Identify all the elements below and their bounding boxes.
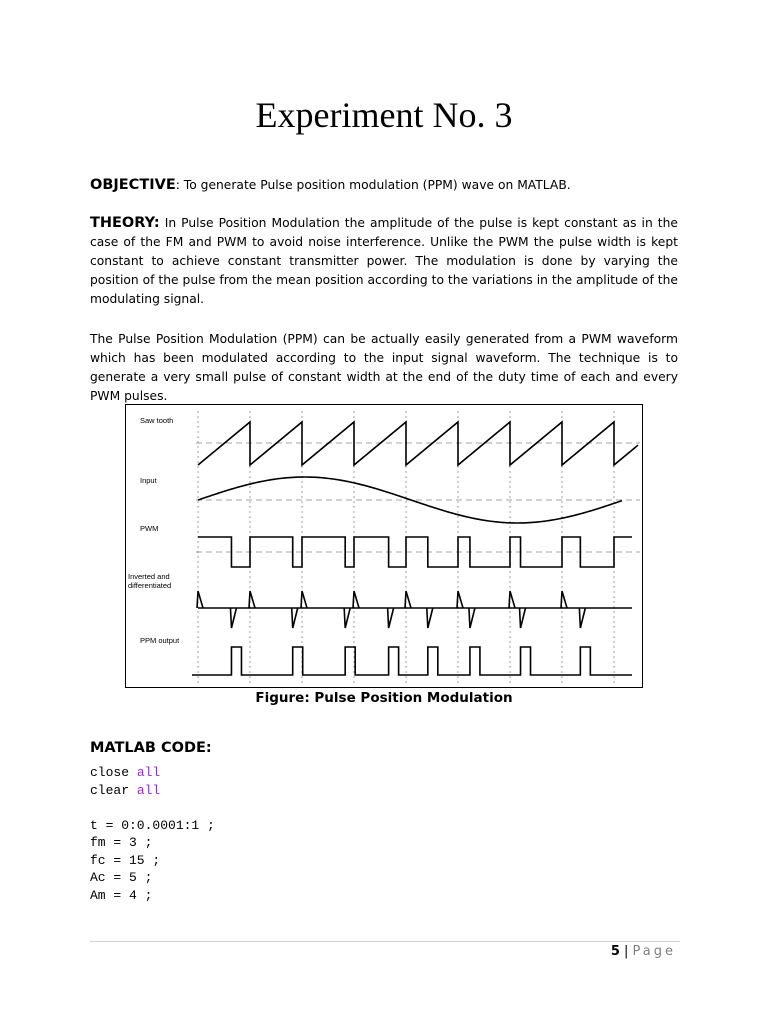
code-line: t = 0:0.0001:1 ; xyxy=(90,817,215,833)
negative-spike xyxy=(388,608,394,628)
code-line: close all xyxy=(90,765,161,780)
figure-caption: Figure: Pulse Position Modulation xyxy=(255,690,513,706)
ppm-figure xyxy=(125,404,643,688)
row-label: PPM output xyxy=(140,636,180,645)
positive-spike xyxy=(197,591,203,608)
code-line: Am = 4 ; xyxy=(90,887,153,903)
matlab-code-heading: MATLAB CODE: xyxy=(90,740,212,756)
objective-label: OBJECTIVE xyxy=(90,177,176,193)
negative-spike xyxy=(344,608,350,628)
code-line: fm = 3 ; xyxy=(90,835,153,850)
positive-spike xyxy=(457,591,463,608)
footer-divider xyxy=(90,941,680,942)
positive-spike xyxy=(249,591,255,608)
negative-spike xyxy=(579,608,585,628)
objective-paragraph xyxy=(90,176,678,195)
negative-spike xyxy=(520,608,526,628)
theory-text: In Pulse Position Modulation the amplitude of the pulse is kept constant as in the case of the FM and PWM to avoid noise interference. Unlike the PWM the pulse width is kept constant to achieve constant transmitter power. The modulation is done by varying the position of the pulse from the mean position according to the variations in the amplitude of the modulating signal. xyxy=(90,216,678,306)
theory-label: THEORY: xyxy=(90,215,160,231)
theory-paragraph xyxy=(90,214,678,309)
ppm-waveform-diagram xyxy=(126,405,642,687)
code-line: clear all xyxy=(90,782,161,798)
page-title: Experiment No. 3 xyxy=(255,95,513,135)
objective-text: : To generate Pulse position modulation (PPM) wave on MATLAB. xyxy=(175,178,571,192)
matlab-code-block xyxy=(90,764,215,904)
negative-spike xyxy=(230,608,236,628)
page-number: 5 xyxy=(610,944,620,959)
row-label: PWM xyxy=(140,524,159,533)
footer-separator: | xyxy=(619,944,633,959)
row-label: Inverted and differentiated xyxy=(128,572,172,590)
positive-spike xyxy=(561,591,567,608)
sawtooth-wave xyxy=(198,422,638,465)
negative-spike xyxy=(292,608,298,628)
code-line: Ac = 5 ; xyxy=(90,870,153,885)
negative-spike xyxy=(427,608,433,628)
positive-spike xyxy=(509,591,515,608)
page-label: Page xyxy=(632,944,676,959)
row-label: Input xyxy=(140,476,157,485)
positive-spike xyxy=(301,591,307,608)
page-footer xyxy=(611,944,676,959)
negative-spike xyxy=(469,608,475,628)
theory-paragraph-2: The Pulse Position Modulation (PPM) can be actually easily generated from a PWM waveform which has been modulated according to the input signal waveform. The technique is to generate a very small pulse of constant width at the end of the duty time of each and every PWM pulses. xyxy=(90,332,678,403)
positive-spike xyxy=(405,591,411,608)
code-line: fc = 15 ; xyxy=(90,852,161,868)
positive-spike xyxy=(353,591,359,608)
ppm-output-wave xyxy=(192,647,632,675)
row-label: Saw tooth xyxy=(140,416,174,425)
